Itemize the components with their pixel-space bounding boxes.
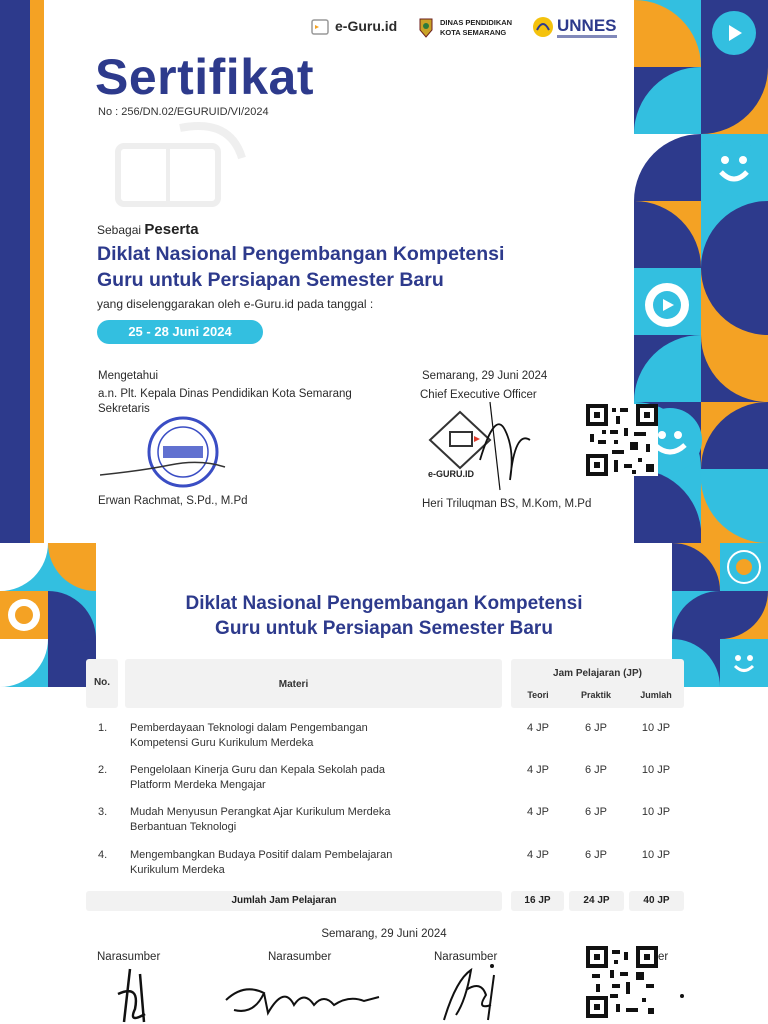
certificate-title: Sertifikat — [95, 49, 314, 105]
row-teori: 4 JP — [526, 849, 549, 861]
row-materi-line2: Platform Merdeka Mengajar — [130, 779, 266, 791]
table-row — [0, 848, 768, 890]
header-no: No. — [93, 677, 111, 688]
speaker-label-2: Narasumber — [268, 951, 332, 963]
speaker-label-4-partial: er — [658, 951, 669, 963]
row-teori: 4 JP — [526, 764, 549, 776]
book-icon — [310, 17, 330, 37]
table-row — [0, 805, 768, 847]
date-range-badge: 25 - 28 Juni 2024 — [97, 320, 263, 344]
row-materi — [130, 763, 385, 793]
left-orange-stripe — [30, 0, 44, 543]
row-materi-line2: Kurikulum Merdeka — [130, 864, 225, 876]
left-signature-line2: a.n. Plt. Kepala Dinas Pendidikan Kota Semarang — [98, 388, 352, 400]
qr-code-bottom[interactable] — [586, 946, 658, 1018]
speaker-label-1: Narasumber — [97, 951, 161, 963]
speaker-label-3: Narasumber — [434, 951, 498, 963]
header-jumlah: Jumlah — [640, 690, 672, 700]
row-materi — [130, 848, 392, 878]
row-jumlah: 10 JP — [641, 722, 671, 734]
speaker-signature-2 — [224, 975, 384, 1024]
row-materi-line1: Pemberdayaan Teknologi dalam Pengembangan — [130, 722, 368, 734]
qr-code-top[interactable] — [586, 404, 658, 476]
row-materi-line1: Mudah Menyusun Perangkat Ajar Kurikulum Merdeka — [130, 806, 391, 818]
role-label: Peserta — [144, 221, 199, 238]
total-praktik: 24 JP — [583, 895, 610, 906]
total-teori: 16 JP — [524, 895, 551, 906]
left-signature-line3: Sekretaris — [98, 403, 150, 415]
curriculum-title-line2: Guru untuk Persiapan Semester Baru — [215, 618, 553, 639]
role-prefix: Sebagai — [97, 223, 142, 237]
row-jumlah: 10 JP — [641, 806, 671, 818]
certificate-number: No : 256/DN.02/EGURUID/VI/2024 — [98, 106, 269, 118]
header-materi: Materi — [278, 679, 309, 690]
unnes-tagline-bar — [557, 35, 617, 38]
row-materi-line1: Mengembangkan Budaya Positif dalam Pembelajaran — [130, 849, 393, 861]
total-label: Jumlah Jam Pelajaran — [231, 895, 337, 906]
left-navy-stripe — [0, 0, 30, 543]
curriculum-title-line1: Diklat Nasional Pengembangan Kompetensi — [185, 593, 583, 614]
row-jumlah: 10 JP — [641, 849, 671, 861]
curriculum-title — [0, 591, 768, 641]
row-teori: 4 JP — [526, 722, 549, 734]
unnes-emblem-icon — [532, 16, 554, 38]
row-praktik: 6 JP — [584, 849, 607, 861]
row-materi — [130, 721, 368, 751]
unnes-logo-text: UNNES — [557, 16, 617, 35]
row-praktik: 6 JP — [584, 722, 607, 734]
header-teori: Teori — [527, 690, 549, 700]
dinas-logo — [418, 16, 528, 42]
header-jp-cell — [511, 659, 684, 708]
stamp-logo-text: e-GURU.ID — [428, 469, 475, 479]
table-row — [0, 763, 768, 805]
dinas-logo-line2: KOTA SEMARANG — [440, 28, 507, 37]
right-signatory-name: Heri Triluqman BS, M.Kom, M.Pd — [422, 498, 592, 510]
header-jp: Jam Pelajaran (JP) — [553, 668, 642, 679]
row-materi — [130, 805, 390, 835]
organizer-text: yang diselenggarakan oleh e-Guru.id pada tanggal : — [97, 297, 374, 311]
smiley-face-icon — [650, 405, 710, 475]
event-title-line1: Diklat Nasional Pengembangan Kompetensi — [97, 243, 505, 265]
row-materi-line2: Berbantuan Teknologi — [130, 821, 237, 833]
row-no: 3. — [98, 806, 108, 818]
row-materi-line1: Pengelolaan Kinerja Guru dan Kepala Sekolah pada — [130, 764, 386, 776]
event-title — [97, 241, 504, 293]
dinas-logo-line1: DINAS PENDIDIKAN — [440, 18, 513, 27]
total-jumlah: 40 JP — [643, 895, 670, 906]
row-no: 1. — [98, 722, 108, 734]
row-materi-line2: Kompetensi Guru Kurikulum Merdeka — [130, 737, 314, 749]
header-praktik: Praktik — [580, 690, 612, 700]
bottom-place-date: Semarang, 29 Juni 2024 — [321, 928, 447, 940]
unnes-logo — [532, 14, 622, 40]
row-teori: 4 JP — [526, 806, 549, 818]
kota-semarang-emblem-icon — [418, 18, 434, 38]
right-signature-position: Chief Executive Officer — [420, 389, 537, 401]
left-signatory-name: Erwan Rachmat, S.Pd., M.Pd — [98, 495, 248, 507]
table-row — [0, 721, 768, 763]
left-signature-header — [98, 369, 352, 417]
row-praktik: 6 JP — [584, 764, 607, 776]
right-signature-place-date: Semarang, 29 Juni 2024 — [422, 370, 548, 382]
dot-mark — [680, 994, 684, 998]
watermark-logo-icon — [110, 118, 250, 208]
speaker-signature-3 — [436, 960, 506, 1024]
row-jumlah: 10 JP — [641, 764, 671, 776]
row-no: 2. — [98, 764, 108, 776]
row-no: 4. — [98, 849, 108, 861]
left-signature-line1: Mengetahui — [98, 370, 159, 382]
eguru-logo — [310, 16, 406, 38]
official-stamp-signature — [100, 415, 230, 490]
speaker-signature-1 — [110, 964, 160, 1024]
event-title-line2: Guru untuk Persiapan Semester Baru — [97, 269, 444, 291]
eguru-logo-text: e-Guru.id — [335, 18, 398, 34]
row-praktik: 6 JP — [584, 806, 607, 818]
